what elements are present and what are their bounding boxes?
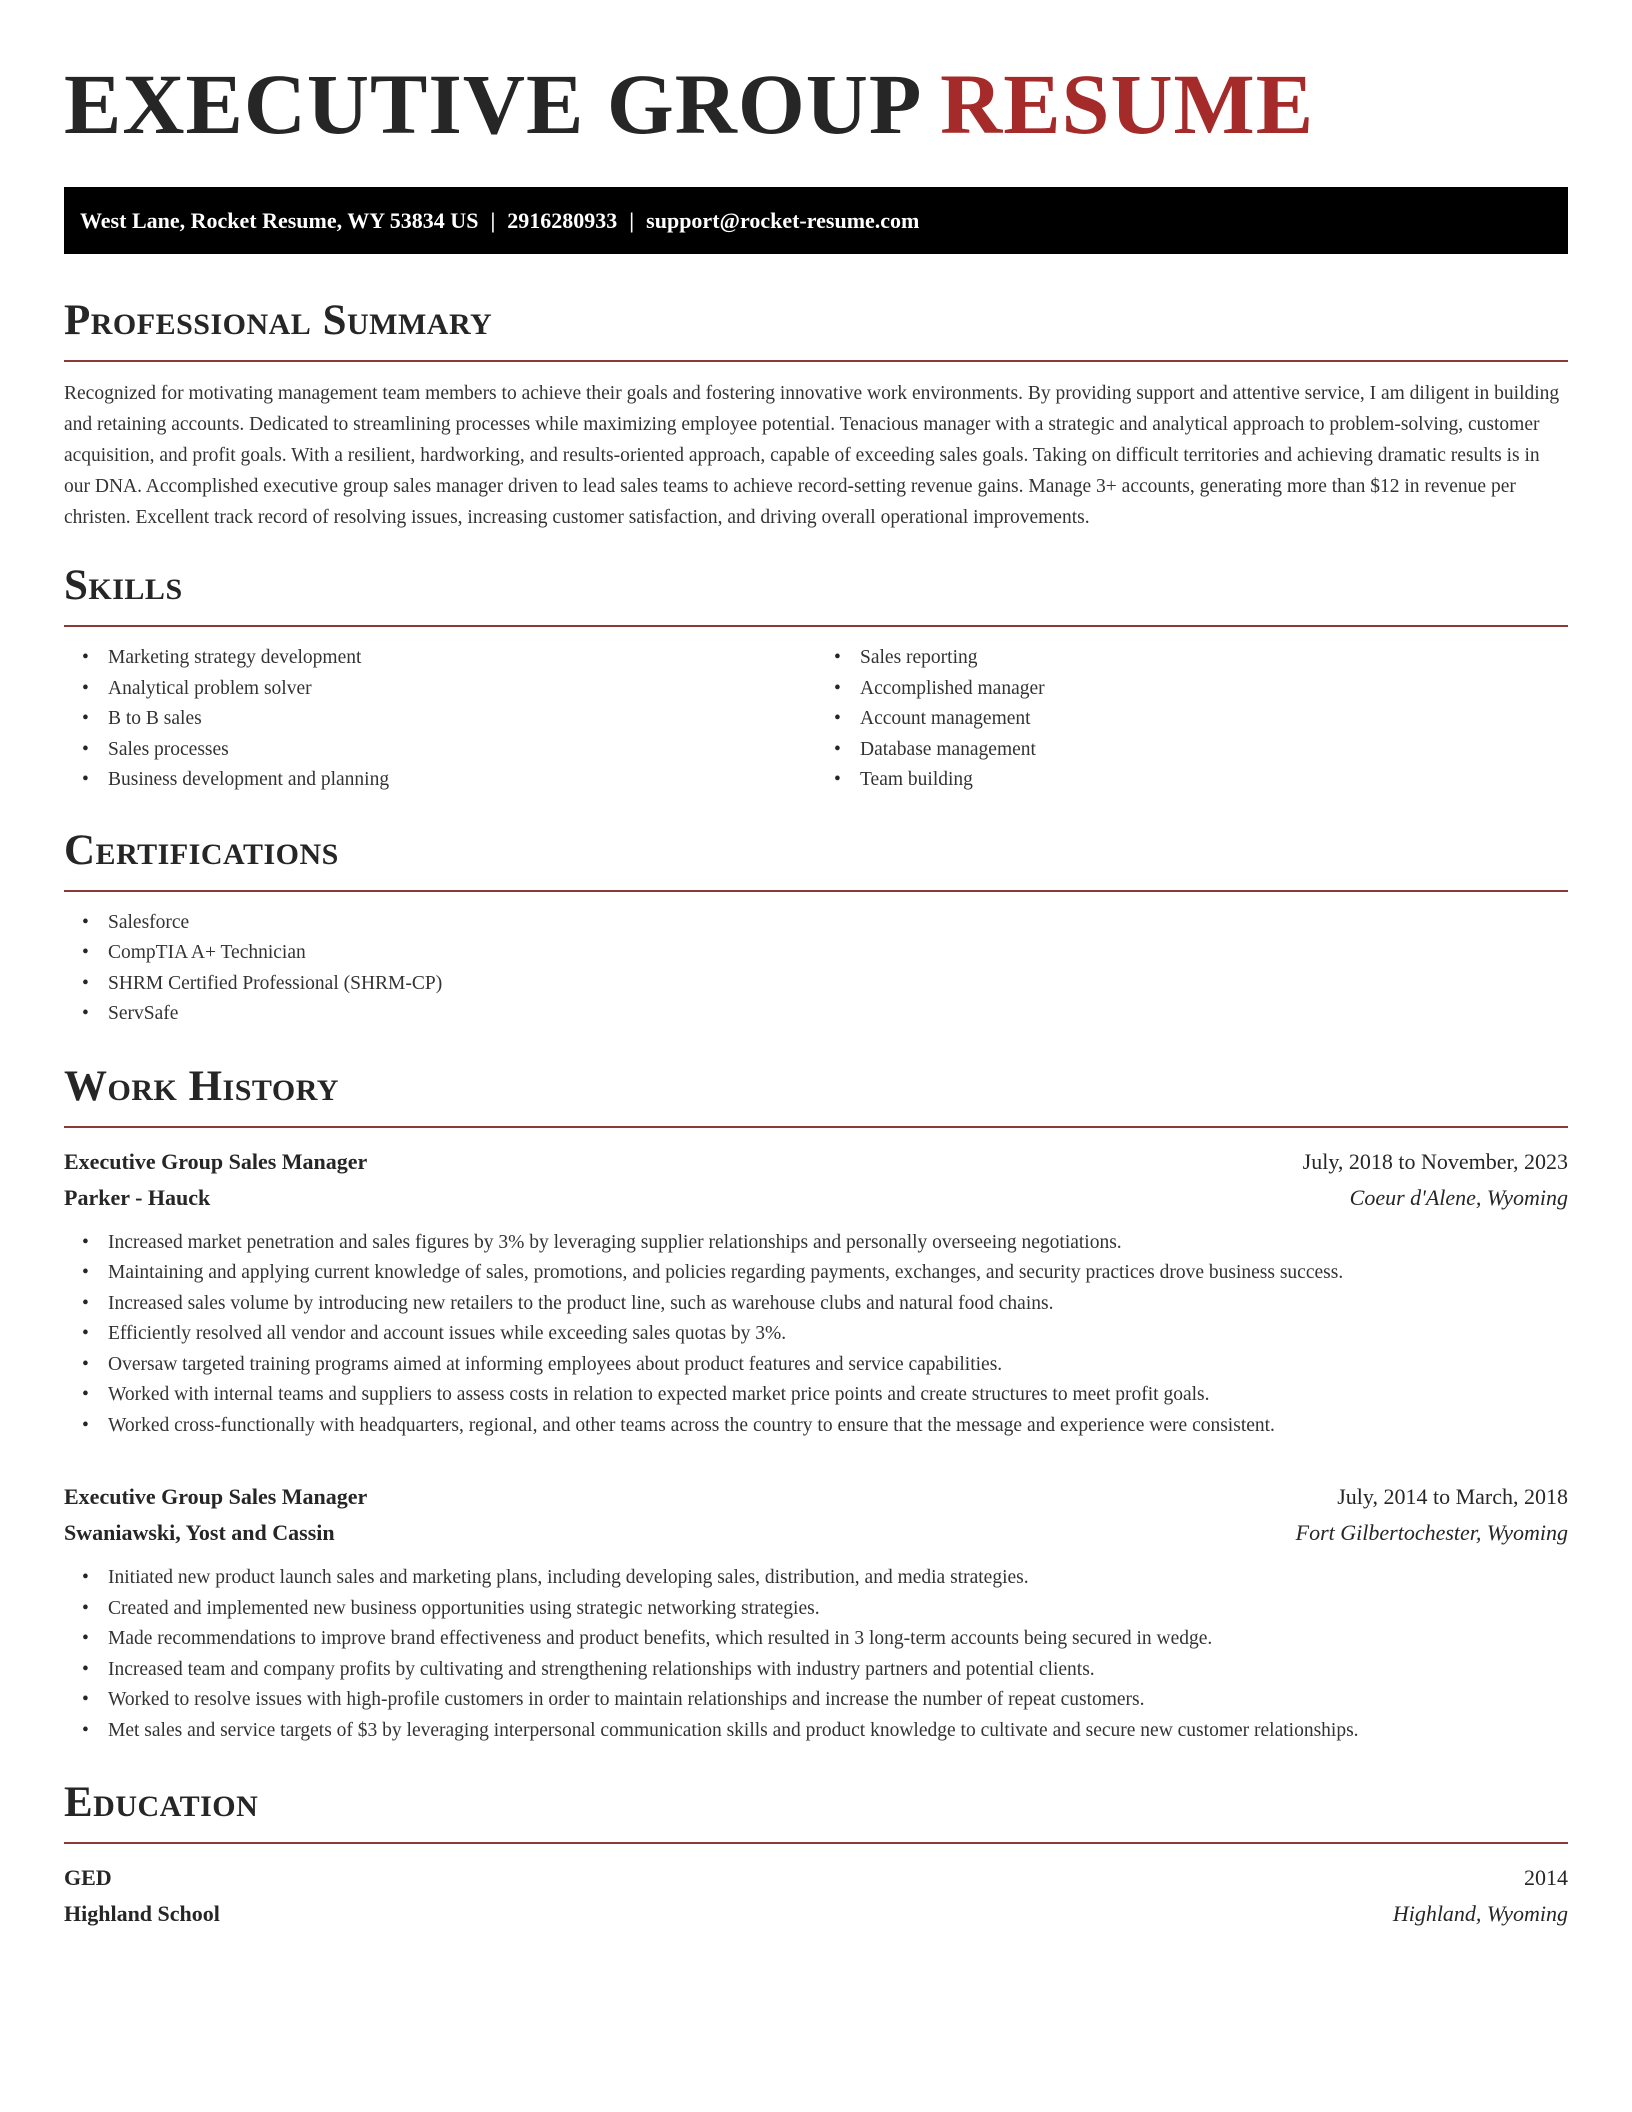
section-heading-work-history: Work History — [64, 1062, 339, 1110]
certification-item: • ServSafe — [108, 999, 1568, 1030]
education-location: Highland, Wyoming — [1392, 1901, 1568, 1926]
job-bullet: • Created and implemented new business opportunities using strategic networking strategies. — [108, 1594, 1568, 1625]
job-bullets — [64, 1563, 1568, 1746]
education-school-row — [64, 1896, 1568, 1932]
skill-item: • Sales reporting — [860, 643, 1568, 674]
job-header-row — [64, 1479, 1568, 1515]
contact-separator: | — [629, 208, 635, 233]
skill-item: • Team building — [860, 765, 1568, 796]
job-company: Parker - Hauck — [64, 1184, 211, 1210]
job-dates: July, 2018 to November, 2023 — [1302, 1148, 1568, 1174]
skill-item: • B to B sales — [108, 704, 816, 735]
skills-section — [64, 561, 1568, 796]
job-bullet: • Efficiently resolved all vendor and account issues while exceeding sales quotas by 3%. — [108, 1319, 1568, 1350]
section-divider — [64, 625, 1568, 627]
contact-bar — [64, 187, 1568, 254]
job-bullets — [64, 1228, 1568, 1442]
job-company-row — [64, 1180, 1568, 1216]
job-bullet: • Initiated new product launch sales and marketing plans, including developing sales, distribution, and media strategies. — [108, 1563, 1568, 1594]
skills-list-left — [64, 643, 816, 796]
section-heading-certifications: Certifications — [64, 826, 339, 874]
section-heading-education: Education — [64, 1779, 259, 1826]
contact-address: West Lane, Rocket Resume, WY 53834 US — [80, 208, 479, 233]
job-bullet: • Increased market penetration and sales figures by 3% by leveraging supplier relationships and personally overseeing negotiations. — [108, 1228, 1568, 1259]
job-company: Swaniawski, Yost and Cassin — [64, 1520, 335, 1545]
section-divider — [64, 1126, 1568, 1128]
job-header-row — [64, 1144, 1568, 1180]
job-bullet: • Made recommendations to improve brand effectiveness and product benefits, which resulted in 3 long-term accounts being secured in wedge. — [108, 1624, 1568, 1655]
contact-phone: 2916280933 — [507, 208, 618, 233]
certifications-section — [64, 826, 1568, 1030]
section-divider — [64, 890, 1568, 892]
certification-item: • CompTIA A+ Technician — [108, 938, 1568, 969]
education-section — [64, 1778, 1568, 1932]
professional-summary-section — [64, 296, 1568, 533]
education-school: Highland School — [64, 1901, 220, 1926]
job-location: Fort Gilbertochester, Wyoming — [1295, 1520, 1568, 1545]
job-entry — [64, 1479, 1568, 1746]
skill-item: • Sales processes — [108, 735, 816, 766]
skill-item: • Accomplished manager — [860, 674, 1568, 705]
education-entry — [64, 1860, 1568, 1932]
job-bullet: • Increased sales volume by introducing new retailers to the product line, such as warehouse clubs and natural food chains. — [108, 1289, 1568, 1320]
title-main: EXECUTIVE GROUP — [64, 56, 918, 152]
contact-email: support@rocket-resume.com — [646, 208, 920, 233]
job-company-row — [64, 1515, 1568, 1551]
job-title: Executive Group Sales Manager — [64, 1484, 368, 1509]
section-heading-skills: Skills — [64, 562, 183, 609]
work-history-section — [64, 1062, 1568, 1747]
skills-list-right — [816, 643, 1568, 796]
skills-columns — [64, 643, 1568, 796]
skill-item: • Analytical problem solver — [108, 674, 816, 705]
section-divider — [64, 1842, 1568, 1844]
section-heading-summary: Professional Summary — [64, 297, 493, 344]
job-bullet: • Oversaw targeted training programs aimed at informing employees about product features and service capabilities. — [108, 1350, 1568, 1381]
job-bullet: • Worked cross-functionally with headquarters, regional, and other teams across the country to ensure that the message and experience were consistent. — [108, 1411, 1568, 1442]
contact-separator: | — [490, 208, 496, 233]
skill-item: • Account management — [860, 704, 1568, 735]
job-dates: July, 2014 to March, 2018 — [1337, 1484, 1568, 1509]
education-degree: GED — [64, 1865, 112, 1890]
summary-text: Recognized for motivating management team members to achieve their goals and fostering innovative work environments. By providing support and attentive service, I am diligent in building and retaining accounts. Dedicated to streamlining processes while maximizing employee potential. Tenacious manager with a strategic and analytical approach to problem-solving, customer acquisition, and profit goals. With a resilient, hardworking, and results-oriented approach, capable of exceeding sales goals. Taking on difficult territories and achieving dramatic results is in our DNA. Accomplished executive group sales manager driven to lead sales teams to achieve record-setting revenue gains. Manage 3+ accounts, generating more than $12 in revenue per christen. Excellent track record of resolving issues, increasing customer satisfaction, and driving overall operational improvements. — [64, 383, 1560, 528]
job-entry — [64, 1144, 1568, 1442]
job-bullet: • Worked with internal teams and suppliers to assess costs in relation to expected market price points and create structures to meet profit goals. — [108, 1380, 1568, 1411]
job-title: Executive Group Sales Manager — [64, 1148, 368, 1174]
certifications-list — [64, 908, 1568, 1030]
education-header-row — [64, 1860, 1568, 1896]
title-accent: RESUME — [940, 56, 1315, 152]
job-bullet: • Increased team and company profits by cultivating and strengthening relationships with industry partners and potential clients. — [108, 1655, 1568, 1686]
skill-item: • Database management — [860, 735, 1568, 766]
resume-title — [64, 56, 1568, 152]
job-bullet: • Met sales and service targets of $3 by leveraging interpersonal communication skills and product knowledge to cultivate and secure new customer relationships. — [108, 1716, 1568, 1747]
job-bullet: • Worked to resolve issues with high-profile customers in order to maintain relationships and increase the number of repeat customers. — [108, 1685, 1568, 1716]
certification-item: • SHRM Certified Professional (SHRM-CP) — [108, 969, 1568, 1000]
education-year: 2014 — [1524, 1865, 1568, 1890]
skill-item: • Marketing strategy development — [108, 643, 816, 674]
job-location: Coeur d'Alene, Wyoming — [1349, 1184, 1568, 1210]
certification-item: • Salesforce — [108, 908, 1568, 939]
section-divider — [64, 360, 1568, 362]
skill-item: • Business development and planning — [108, 765, 816, 796]
job-bullet: • Maintaining and applying current knowledge of sales, promotions, and policies regarding payments, exchanges, and security practices drove business success. — [108, 1258, 1568, 1289]
